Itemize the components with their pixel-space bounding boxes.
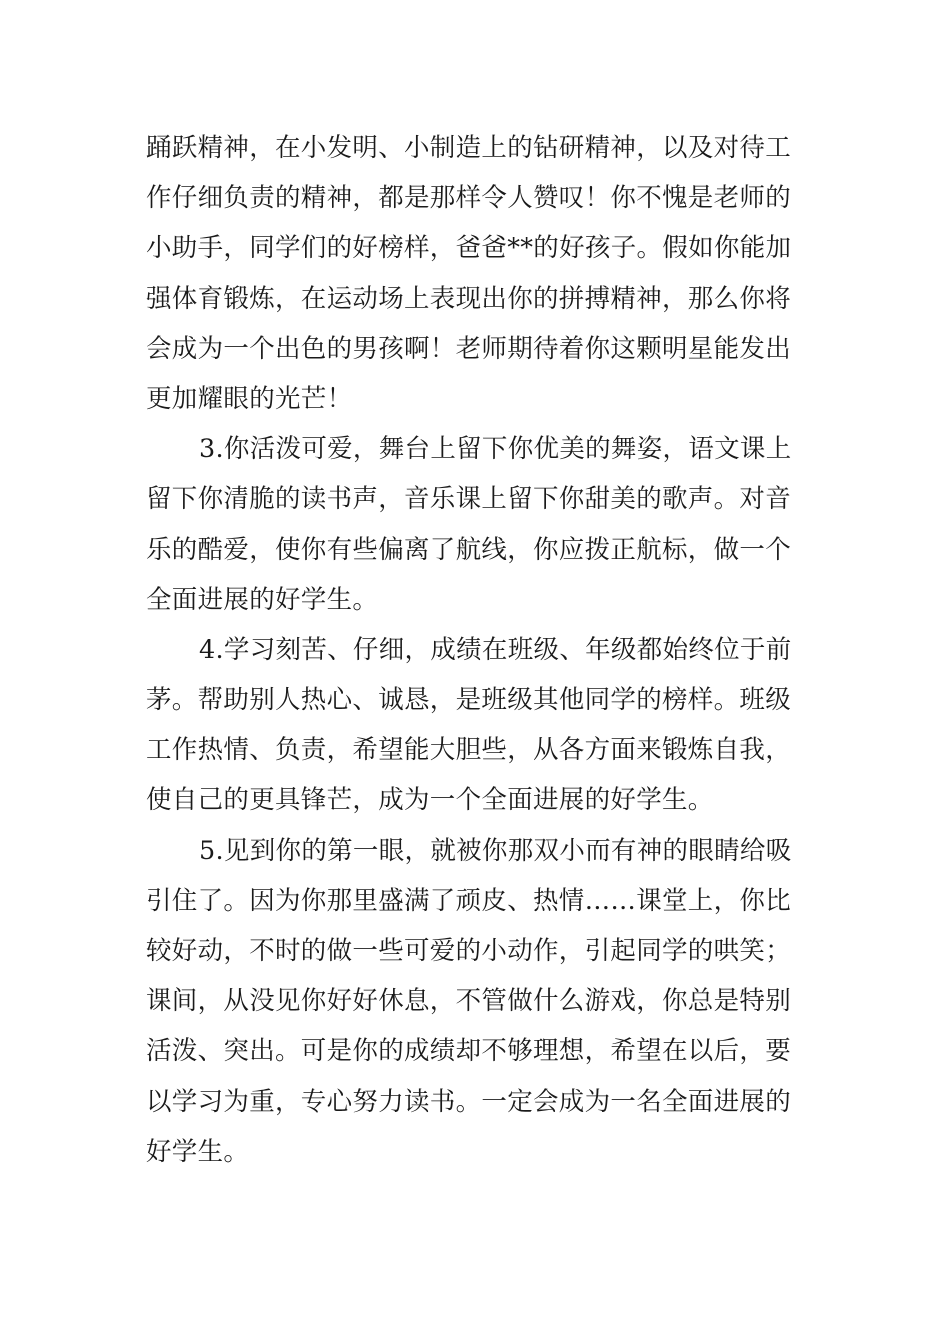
text-line: 工作热情、负责，希望能大胆些，从各方面来锻炼自我， — [146, 735, 792, 766]
text-line: 好学生。 — [146, 1136, 250, 1167]
text-line: 课间，从没见你好好休息，不管做什么游戏，你总是特别 — [146, 986, 792, 1017]
paragraph-continuation — [146, 123, 810, 424]
paragraph-5 — [146, 826, 810, 1177]
text-line: 5.见到你的第一眼，就被你那双小而有神的眼睛给吸 — [199, 835, 792, 866]
text-line: 乐的酷爱，使你有些偏离了航线，你应拨正航标，做一个 — [146, 534, 792, 565]
text-line: 3.你活泼可爱，舞台上留下你优美的舞姿，语文课上 — [199, 434, 792, 465]
text-line: 全面进展的好学生。 — [146, 584, 379, 615]
text-line: 4.学习刻苦、仔细，成绩在班级、年级都始终位于前 — [199, 634, 792, 665]
text-line: 较好动，不时的做一些可爱的小动作，引起同学的哄笑； — [146, 936, 792, 966]
paragraph-4 — [146, 625, 810, 826]
paragraph-3 — [146, 424, 810, 625]
text-line: 会成为一个出色的男孩啊！老师期待着你这颗明星能发出 — [146, 333, 792, 364]
text-line: 茅。帮助别人热心、诚恳，是班级其他同学的榜样。班级 — [146, 685, 792, 716]
text-line: 使自己的更具锋芒，成为一个全面进展的好学生。 — [146, 785, 714, 816]
text-line: 踊跃精神，在小发明、小制造上的钻研精神，以及对待工 — [146, 133, 792, 163]
text-line: 更加耀眼的光芒！ — [146, 383, 353, 414]
text-line: 强体育锻炼，在运动场上表现出你的拼搏精神，那么你将 — [146, 283, 792, 314]
text-line: 小助手，同学们的好榜样，爸爸**的好孩子。假如你能加 — [146, 233, 792, 264]
document-body — [146, 123, 810, 1177]
text-line: 活泼、突出。可是你的成绩却不够理想，希望在以后，要 — [146, 1036, 792, 1067]
text-line: 引住了。因为你那里盛满了顽皮、热情……课堂上，你比 — [146, 885, 792, 916]
text-line: 以学习为重，专心努力读书。一定会成为一名全面进展的 — [146, 1086, 792, 1117]
text-line: 留下你清脆的读书声，音乐课上留下你甜美的歌声。对音 — [146, 484, 792, 515]
text-line: 作仔细负责的精神，都是那样令人赞叹！你不愧是老师的 — [146, 183, 792, 214]
